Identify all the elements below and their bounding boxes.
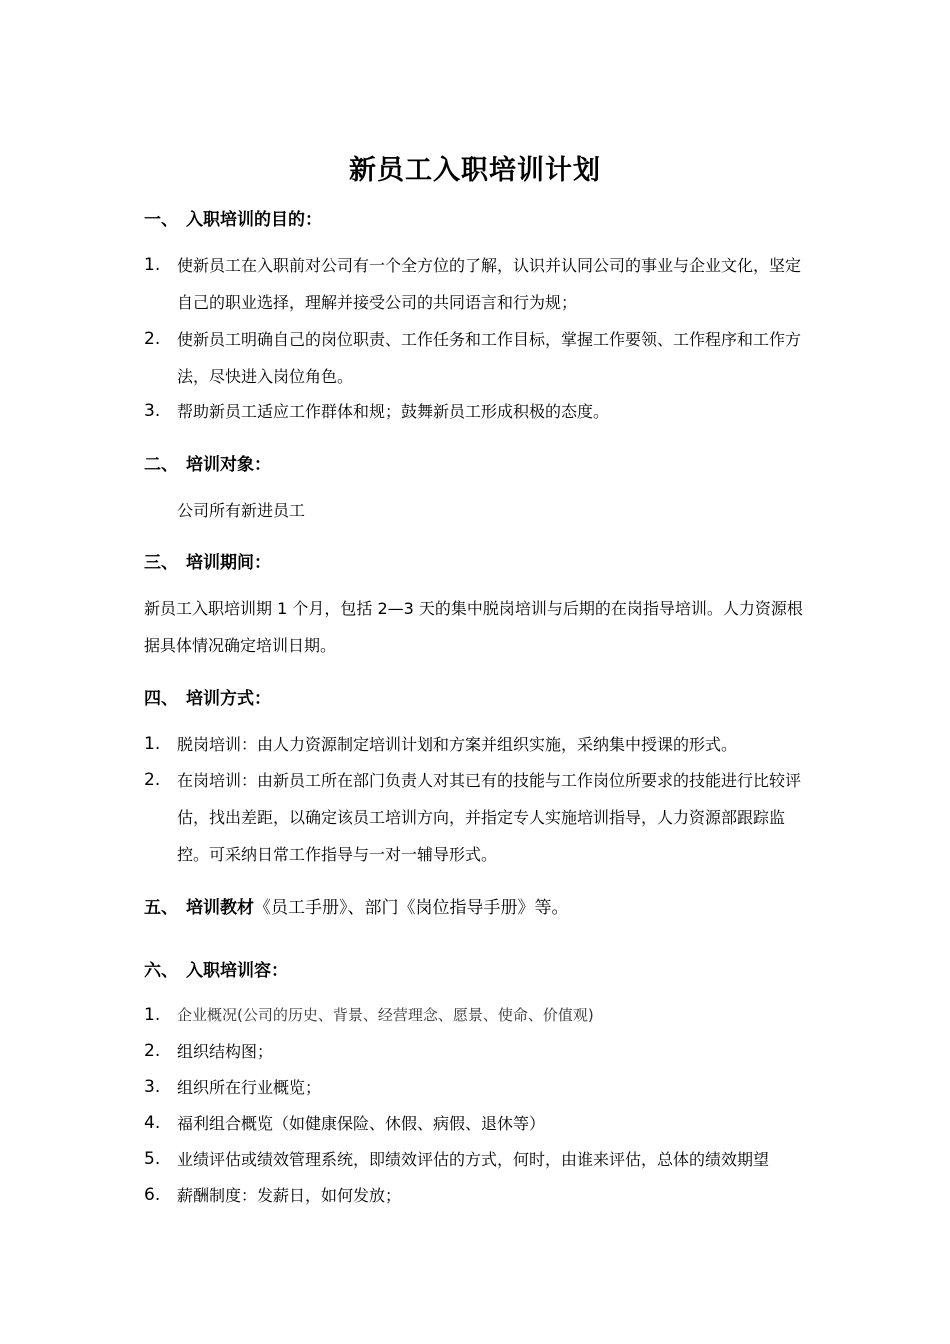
- section-heading-text: 培训教材: [186, 898, 254, 918]
- section-heading-6: [144, 956, 288, 981]
- item-number: 1.: [144, 255, 161, 275]
- section-heading-text: 培训方式：: [186, 689, 271, 709]
- section-heading-5: [144, 893, 569, 918]
- section-heading-text: 入职培训容：: [186, 961, 288, 981]
- section-number: 四、: [144, 689, 178, 709]
- section-heading-2: [144, 450, 271, 475]
- list-item: [144, 1141, 814, 1178]
- list-item: [144, 1033, 814, 1070]
- item-text: 在岗培训：由新员工所在部门负责人对其已有的技能与工作岗位所要求的技能进行比较评估，找出差距，以确定该员工培训方向，并指定专人实施培训指导，人力资源部跟踪监控。可采纳日常工作指导与一对一辅导形式。: [177, 771, 802, 864]
- list-item: [144, 1177, 814, 1214]
- section-number: 五、: [144, 898, 178, 918]
- list-item: [144, 726, 814, 763]
- section-number: 二、: [144, 455, 178, 475]
- item-text: 企业概况(公司的历史、背景、经营理念、愿景、使命、价值观): [177, 1006, 594, 1024]
- item-text: 业绩评估或绩效管理系统，即绩效评估的方式，何时，由谁来评估，总体的绩效期望: [177, 1150, 770, 1169]
- list-item: [144, 762, 814, 873]
- section-heading-1: [144, 205, 322, 230]
- section-number: 一、: [144, 210, 178, 230]
- list-item: [144, 1105, 814, 1142]
- section-number: 三、: [144, 553, 178, 573]
- item-number: 3.: [144, 401, 161, 421]
- item-number: 4.: [144, 1113, 161, 1133]
- section-body: 公司所有新进员工: [177, 501, 306, 520]
- section-number: 六、: [144, 961, 178, 981]
- item-text: 帮助新员工适应工作群体和规；鼓舞新员工形成积极的态度。: [177, 402, 610, 421]
- list-item: [144, 321, 814, 395]
- item-text: 薪酬制度：发薪日，如何发放；: [177, 1186, 402, 1205]
- section-heading-3: [144, 548, 271, 573]
- section-heading-text: 培训期间：: [186, 553, 271, 573]
- section-heading-text: 入职培训的目的：: [186, 210, 322, 230]
- section-heading-text: 培训对象：: [186, 455, 271, 475]
- item-text: 使新员工明确自己的岗位职责、工作任务和工作目标，掌握工作要领、工作程序和工作方法，尽快进入岗位角色。: [177, 330, 802, 386]
- section-body: 新员工入职培训期 1 个月，包括 2—3 天的集中脱岗培训与后期的在岗指导培训。人力资源根据具体情况确定培训日期。: [144, 599, 803, 655]
- item-number: 1.: [144, 734, 161, 754]
- item-number: 3.: [144, 1077, 161, 1097]
- item-text: 脱岗培训：由人力资源制定培训计划和方案并组织实施，采纳集中授课的形式。: [177, 735, 738, 754]
- list-item: [144, 1069, 814, 1106]
- item-text: 福利组合概览（如健康保险、休假、病假、退休等）: [177, 1114, 546, 1133]
- section-heading-4: [144, 684, 271, 709]
- item-number: 2.: [144, 329, 161, 349]
- list-item: [144, 997, 814, 1034]
- item-text: 使新员工在入职前对公司有一个全方位的了解，认识并认同公司的事业与企业文化，坚定自己的职业选择，理解并接受公司的共同语言和行为规；: [177, 256, 802, 312]
- list-item: [144, 247, 814, 321]
- page-title: 新员工入职培训计划: [349, 155, 601, 186]
- item-number: 2.: [144, 1041, 161, 1061]
- list-item: [144, 393, 814, 430]
- item-number: 1.: [144, 1005, 161, 1025]
- item-text: 组织所在行业概览；: [177, 1078, 322, 1097]
- section-heading-tail: 《员工手册》、部门《岗位指导手册》等。: [254, 898, 569, 918]
- item-text: 组织结构图；: [177, 1042, 274, 1061]
- item-number: 2.: [144, 770, 161, 790]
- item-number: 5.: [144, 1149, 161, 1169]
- item-number: 6.: [144, 1185, 161, 1205]
